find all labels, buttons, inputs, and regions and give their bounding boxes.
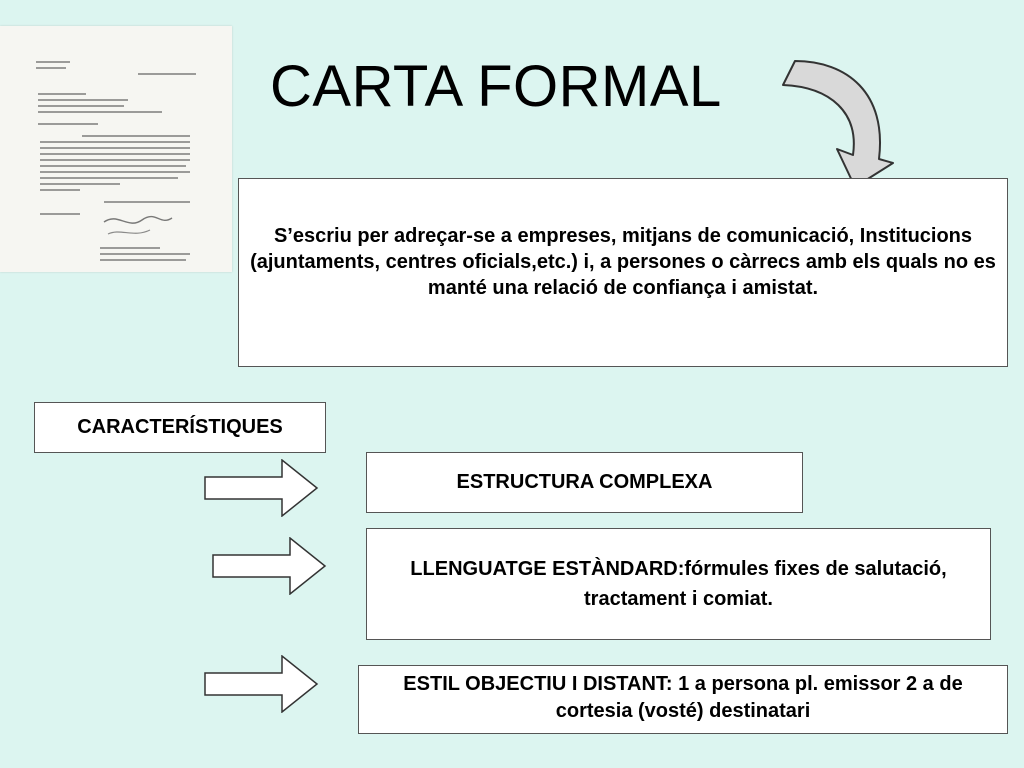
item-style-text: ESTIL OBJECTIU I DISTANT: 1 a persona pl. emissor 2 a de cortesia (vosté) destinatari xyxy=(403,672,963,722)
curved-arrow-icon xyxy=(775,55,900,190)
item-style-box xyxy=(358,665,1008,734)
right-arrow-icon xyxy=(204,655,319,713)
letter-thumbnail-icon xyxy=(0,26,232,272)
item-structure-box xyxy=(366,452,803,513)
description-box xyxy=(238,178,1008,367)
characteristics-label-box xyxy=(34,402,326,453)
description-text: S’escriu per adreçar-se a empreses, mitjans de comunicació, Institucions (ajuntaments, centres oficials,etc.) i, a persones o càrrecs amb els quals no es manté una relació de confiança i amistat. xyxy=(250,224,996,299)
right-arrow-icon xyxy=(212,537,327,595)
item-language-text: LLENGUATGE ESTÀNDARD:fórmules fixes de salutació, tractament i comiat. xyxy=(410,558,947,610)
right-arrow-icon xyxy=(204,459,319,517)
page-title: CARTA FORMAL xyxy=(270,54,722,119)
letter-lines-icon xyxy=(0,26,232,272)
item-language-box xyxy=(366,528,991,640)
item-structure-text: ESTRUCTURA COMPLEXA xyxy=(456,471,713,493)
characteristics-label: CARACTERÍSTIQUES xyxy=(77,416,283,438)
